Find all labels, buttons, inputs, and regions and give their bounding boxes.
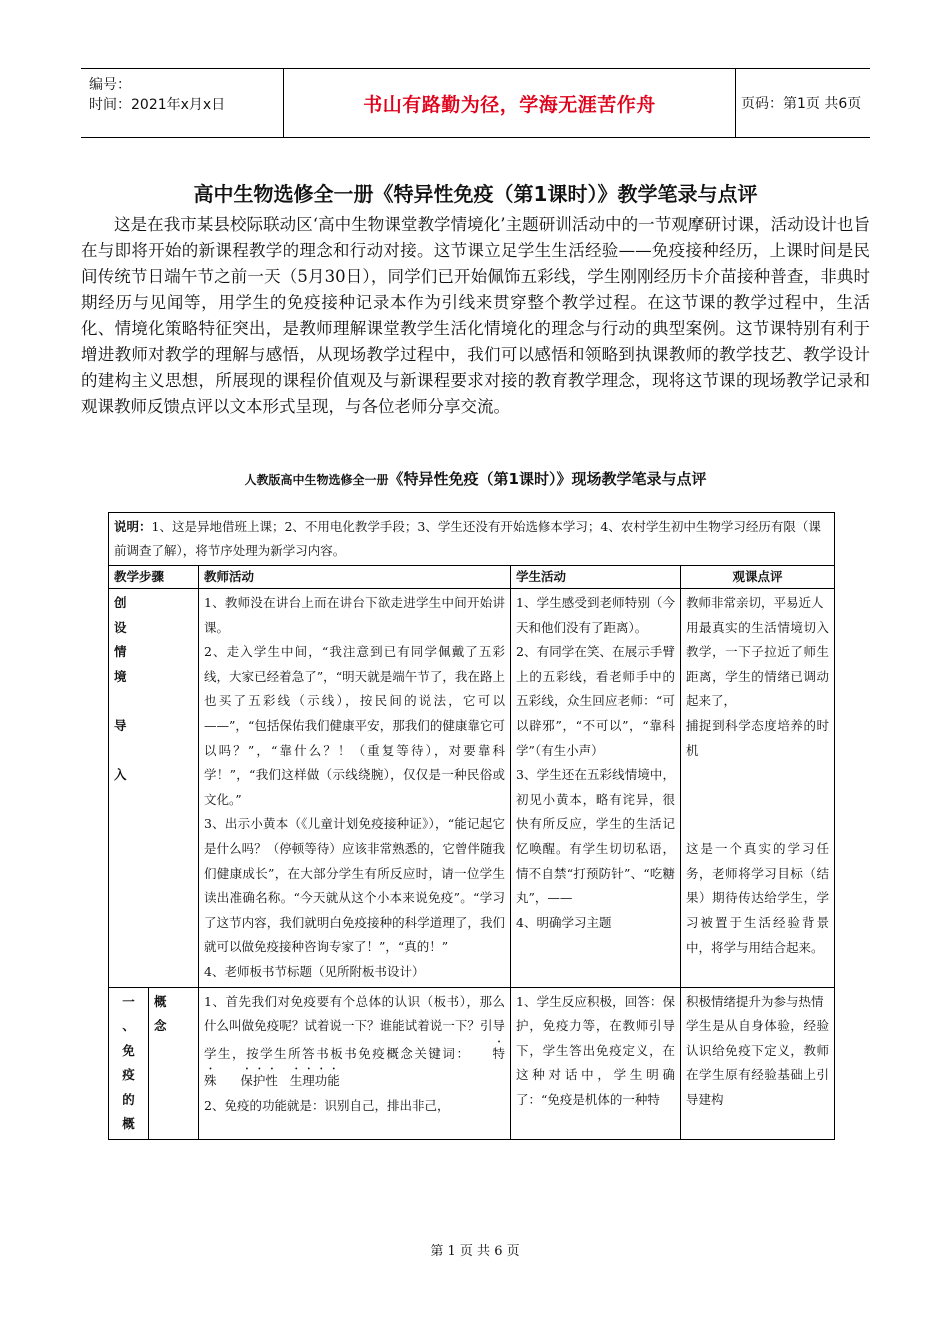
sub-stage-char: 念 [154, 1018, 167, 1034]
header-meta [89, 75, 279, 115]
student-item: 2、有同学在笑、在展示手臂上的五彩线，看老师手中的五彩线，众生回应老师：“可以辟邪”，“不可以”，“靠科学”（有生小声） [516, 644, 675, 758]
stage-char: 创 [114, 595, 127, 610]
keyword: 生理功能 [289, 1073, 340, 1089]
page-header [81, 68, 870, 138]
comment-cell [681, 589, 835, 988]
subtitle-main: 《特异性免疫（第1课时）》现场教学笔录与点评 [388, 470, 707, 488]
comment-item: 教师非常亲切，平易近人 [686, 595, 824, 610]
student-item: 1、学生感受到老师特别（今天和他们没有了距离）。 [516, 595, 675, 635]
stage-char: 设 [114, 619, 127, 635]
stage-label [109, 589, 199, 988]
document-title: 高中生物选修全一册《特异性免疫（第1课时）》教学笔录与点评 [193, 182, 758, 206]
table-row [109, 987, 835, 1140]
stage-char: 境 [114, 668, 127, 684]
stage-char: 、 [122, 1018, 135, 1034]
header-page-label: 页码：第1页 共6页 [741, 96, 862, 112]
comment-item: 学生是从自身体验，经验认识给免疫下定义，教师在学生原有经验基础上引导建构 [686, 1018, 830, 1107]
col-header-step: 教学步骤 [109, 566, 199, 589]
number-label: 编号： [89, 77, 131, 93]
teacher-activity-cell [199, 589, 511, 988]
stage-char: 的 [122, 1091, 135, 1107]
table-row [109, 589, 835, 988]
note-cell [109, 513, 835, 566]
note-row [109, 513, 835, 566]
teacher-item: 1、首先我们对免疫要有个总体的认识（板书），那么什么叫做免疫呢？试着说一下？谁能试着说一下？引导学生，按学生所答书板书免疫概念关键词： [204, 993, 505, 1061]
time-label: 时间：2021年x月x日 [89, 97, 226, 113]
subtitle-prefix: 人教版高中生物选修全一册 [244, 473, 389, 487]
student-item: 4、明确学习主题 [516, 914, 612, 930]
teacher-activity-cell [199, 987, 511, 1140]
page-footer: 第 1 页 共 6 页 [430, 1244, 520, 1259]
student-item: 1、学生反应积极，回答：保护，免疫力等，在教师引导下，学生答出免疫定义，在这种对话中，学生明确了：“免疫是机体的一种特 [516, 993, 675, 1107]
intro-paragraph: 这是在我市某县校际联动区‘高中生物课堂教学情境化’主题研训活动中的一节观摩研讨课，活动设计也旨在与即将开始的新课程教学的理念和行动对接。这节课立足学生生活经验——免疫接种经历，上课时间是民间传统节日端午节之前一天（5月30日），同学们已开始佩饰五彩线，学生刚刚经历卡介苗接种普查，非典时期经历与见闻等，用学生的免疫接种记录本作为引线来贯穿整个教学过程。在这节课的教学过程中，生活化、情境化策略特征突出，是教师理解课堂教学生活化情境化的理念与行动的典型案例。这节课特别有利于增进教师对教学的理解与感悟，从现场教学过程中，我们可以感悟和领略到执课教师的教学技艺、教学设计的建构主义思想，所展现的课程价值观及与新课程要求对接的教育教学理念，现将这节课的现场教学记录和观课教师反馈点评以文本形式呈现，与各位老师分享交流。 [81, 215, 870, 416]
sub-stage-char: 概 [154, 993, 167, 1009]
lesson-table [108, 512, 835, 1140]
stage-char: 入 [114, 767, 127, 783]
stage-char: 一 [122, 993, 135, 1009]
comment-item: 捕捉到科学态度培养的时机 [686, 717, 830, 758]
stage-char: 情 [114, 644, 127, 660]
keyword: 保护性 [240, 1073, 278, 1089]
teacher-item: 1、教师没在讲台上而在讲台下欲走进学生中间开始讲课。 [204, 595, 505, 635]
stage-char [114, 689, 193, 714]
stage-char [114, 739, 193, 764]
teacher-item: 3、出示小黄本（《儿童计划免疫接种证》），“能记起它是什么吗？（停顿等待）应该非常熟悉的，它曾伴随我们健康成长”，在大部分学生有所反应时，请一位学生读出准确名称。“今天就从这个小本来说免疫”。“学习了这节内容，我们就明白免疫接种的科学道理了，我们就可以做免疫接种咨询专家了！”，“真的！” [204, 816, 505, 955]
stage-label [109, 987, 149, 1140]
comment-item: 这是一个真实的学习任务，老师将学习目标（结果）期待传达给学生，学习被置于生活经验背景中，将学与用结合起来。 [686, 841, 830, 955]
note-label: 说明： [114, 519, 152, 534]
keyword: 特殊 [204, 1045, 505, 1089]
stage-char: 导 [114, 717, 127, 733]
header-motto: 书山有路勤为径，学海无涯苦作舟 [283, 69, 736, 137]
student-activity-cell [511, 589, 681, 988]
teacher-item: 2、免疫的功能就是：识别自己，排出非己， [204, 1097, 450, 1113]
stage-char: 概 [122, 1116, 135, 1132]
comment-cell [681, 987, 835, 1140]
col-header-student: 学生活动 [511, 566, 681, 589]
teacher-item: 4、老师板书节标题（见所附板书设计） [204, 963, 425, 979]
sub-stage-label [149, 987, 199, 1140]
student-item: 3、学生还在五彩线情境中，初见小黄本，略有诧异，很快有所反应，学生的生活记忆唤醒。有学生切切私语，情不自禁“打预防针”、“吃糖丸”，—— [516, 767, 675, 906]
comment-item: 积极情绪提升为参与热情 [686, 993, 824, 1009]
col-header-teacher: 教师活动 [199, 566, 511, 589]
comment-spacer [686, 763, 829, 837]
teacher-item: 2、走入学生中间，“我注意到已有同学佩戴了五彩线，大家已经着急了”，“明天就是端午节了，我在路上也买了五彩线（示线），按民间的说法，它可以——”，“包括保佑我们健康平安，那我们的健康靠它可以吗？”，“靠什么？！（重复等待），对要靠科学！”，“我们这样做（示线绕腕），仅仅是一种民俗或文化。” [204, 644, 505, 807]
col-header-comment: 观课点评 [681, 566, 835, 589]
header-row [109, 566, 835, 589]
stage-char: 免 [122, 1042, 135, 1058]
student-activity-cell [511, 987, 681, 1140]
comment-item: 用最真实的生活情境切入教学，一下子拉近了师生距离，学生的情绪已调动起来了， [686, 619, 830, 709]
table-subtitle [81, 468, 870, 489]
note-text: 1、这是异地借班上课；2、不用电化教学手段；3、学生还没有开始选修本学习；4、农村学生初中生物学习经历有限（课前调查了解），将节序处理为新学习内容。 [114, 519, 821, 558]
stage-char: 疫 [122, 1067, 135, 1083]
